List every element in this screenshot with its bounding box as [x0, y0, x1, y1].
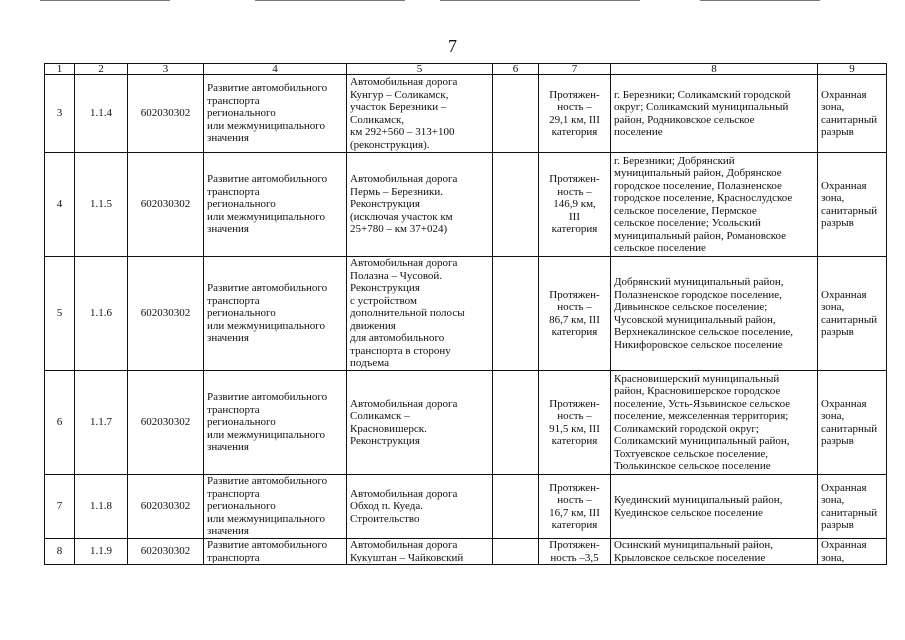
item-code-cell: 1.1.6	[75, 257, 128, 371]
zone-text: Охранная зона, санитарный разрыв	[821, 288, 878, 338]
purpose-text: Развитие автомобильного транспорта регионального или межмуниципального значения	[207, 173, 328, 236]
header-cell: 3	[128, 64, 204, 75]
characteristics-cell	[539, 371, 611, 475]
header-cell: 1	[45, 64, 75, 75]
purpose-cell	[204, 153, 347, 257]
row-number-cell: 3	[45, 75, 75, 153]
location-cell	[611, 257, 818, 371]
classifier-code-cell: 602030302	[128, 475, 204, 539]
page-number: 7	[448, 36, 457, 56]
row-number-cell: 4	[45, 153, 75, 257]
zone-text: Охранная зона, санитарный разрыв	[821, 481, 878, 531]
object-name-cell	[347, 75, 493, 153]
classifier-code-cell: 602030302	[128, 257, 204, 371]
location-text: Красновишерский муниципальный район, Красновишерское городское поселение, Усть-Язьвинское сельское поселение, межселенная территория; Соликамский городской округ; Соликамский муниципальный район, Тохтуевское сельское поселение, Тюлькинское сельское поселение	[614, 372, 791, 472]
item-code-cell: 1.1.7	[75, 371, 128, 475]
object-name-cell	[347, 257, 493, 371]
purpose-cell	[204, 475, 347, 539]
object-name-cell	[347, 475, 493, 539]
data-table	[44, 63, 887, 565]
empty-cell	[493, 475, 539, 539]
object-name-cell	[347, 539, 493, 565]
header-cell: 4	[204, 64, 347, 75]
location-text: г. Березники; Добрянский муниципальный район, Добрянское городское поселение, Полазненское городское поселение, Краснослудское сельское поселение, Пермское сельское поселение; Усольский муниципальный район, Романовское сельское поселение	[614, 154, 793, 254]
purpose-text: Развитие автомобильного транспорта регионального или межмуниципального значения	[207, 475, 328, 538]
object-name-text: Автомобильная дорога Пермь – Березники. Реконструкция (исключая участок км 25+780 – км 37+024)	[350, 173, 458, 236]
characteristics-cell	[539, 257, 611, 371]
zone-text: Охранная зона,	[821, 539, 867, 563]
header-cell: 2	[75, 64, 128, 75]
row-number-cell: 6	[45, 371, 75, 475]
classifier-code-cell: 602030302	[128, 371, 204, 475]
row-number-cell: 8	[45, 539, 75, 565]
empty-cell	[493, 153, 539, 257]
header-cell: 6	[493, 64, 539, 75]
table-row	[45, 539, 887, 565]
characteristics-cell	[539, 153, 611, 257]
object-name-text: Автомобильная дорога Обход п. Куеда. Строительство	[350, 487, 458, 525]
zone-text: Охранная зона, санитарный разрыв	[821, 397, 878, 447]
classifier-code-cell: 602030302	[128, 75, 204, 153]
location-cell	[611, 371, 818, 475]
characteristics-text: Протяжен- ность – 29,1 км, III категория	[549, 88, 600, 138]
characteristics-cell	[539, 539, 611, 565]
purpose-cell	[204, 539, 347, 565]
purpose-cell	[204, 75, 347, 153]
header-cell: 8	[611, 64, 818, 75]
object-name-cell	[347, 371, 493, 475]
item-code-cell: 1.1.4	[75, 75, 128, 153]
header-cell: 9	[818, 64, 887, 75]
table-row	[45, 153, 887, 257]
header-row	[45, 64, 887, 75]
empty-cell	[493, 257, 539, 371]
item-code-cell: 1.1.5	[75, 153, 128, 257]
table-row	[45, 475, 887, 539]
object-name-text: Автомобильная дорога Полазна – Чусовой. Реконструкция с устройством дополнительной полосы движения для автомобильного транспорта в сторону подъема	[350, 257, 465, 370]
empty-cell	[493, 75, 539, 153]
characteristics-text: Протяжен- ность – 91,5 км, III категория	[549, 397, 600, 447]
object-name-cell	[347, 153, 493, 257]
table-row	[45, 371, 887, 475]
header-cell: 5	[347, 64, 493, 75]
characteristics-text: Протяжен- ность – 86,7 км, III категория	[549, 288, 600, 338]
item-code-cell: 1.1.8	[75, 475, 128, 539]
zone-cell	[818, 75, 887, 153]
classifier-code-cell: 602030302	[128, 153, 204, 257]
empty-cell	[493, 371, 539, 475]
location-text: Добрянский муниципальный район, Полазненское городское поселение, Дивьинское сельское поселение; Чусовской муниципальный район, Верхнекалинское сельское поселение, Никифоровское сельское поселение	[614, 276, 794, 351]
row-number-cell: 5	[45, 257, 75, 371]
location-cell	[611, 75, 818, 153]
location-text: Куединский муниципальный район, Куединское сельское поселение	[614, 494, 783, 519]
table-row	[45, 257, 887, 371]
zone-cell	[818, 539, 887, 565]
characteristics-cell	[539, 475, 611, 539]
empty-cell	[493, 539, 539, 565]
object-name-text: Автомобильная дорога Кунгур – Соликамск, участок Березники – Соликамск, км 292+560 – 313+100 (реконструкция).	[350, 76, 458, 151]
zone-cell	[818, 153, 887, 257]
zone-cell	[818, 371, 887, 475]
location-text: г. Березники; Соликамский городской округ; Соликамский муниципальный район, Родниковское сельское поселение	[614, 88, 791, 138]
purpose-text: Развитие автомобильного транспорта регионального или межмуниципального значения	[207, 82, 328, 145]
header-cell: 7	[539, 64, 611, 75]
table-row	[45, 75, 887, 153]
zone-cell	[818, 475, 887, 539]
location-cell	[611, 153, 818, 257]
zone-cell	[818, 257, 887, 371]
item-code-cell: 1.1.9	[75, 539, 128, 565]
location-cell	[611, 475, 818, 539]
characteristics-text: Протяжен- ность –3,5	[549, 539, 600, 563]
characteristics-text: Протяжен- ность – 16,7 км, III категория	[549, 481, 600, 531]
classifier-code-cell: 602030302	[128, 539, 204, 565]
purpose-text: Развитие автомобильного транспорта регионального или межмуниципального значения	[207, 391, 328, 454]
zone-text: Охранная зона, санитарный разрыв	[821, 88, 878, 138]
characteristics-text: Протяжен- ность – 146,9 км, III категория	[549, 173, 600, 236]
row-number-cell: 7	[45, 475, 75, 539]
purpose-text: Развитие автомобильного транспорта	[207, 539, 328, 563]
location-text: Осинский муниципальный район, Крыловское сельское поселение	[614, 539, 774, 563]
object-name-text: Автомобильная дорога Кукуштан – Чайковский	[350, 539, 464, 563]
location-cell	[611, 539, 818, 565]
purpose-cell	[204, 257, 347, 371]
purpose-text: Развитие автомобильного транспорта регионального или межмуниципального значения	[207, 282, 328, 345]
purpose-cell	[204, 371, 347, 475]
object-name-text: Автомобильная дорога Соликамск – Красновишерск. Реконструкция	[350, 397, 458, 447]
characteristics-cell	[539, 75, 611, 153]
zone-text: Охранная зона, санитарный разрыв	[821, 179, 878, 229]
page-top-edge	[0, 0, 905, 6]
